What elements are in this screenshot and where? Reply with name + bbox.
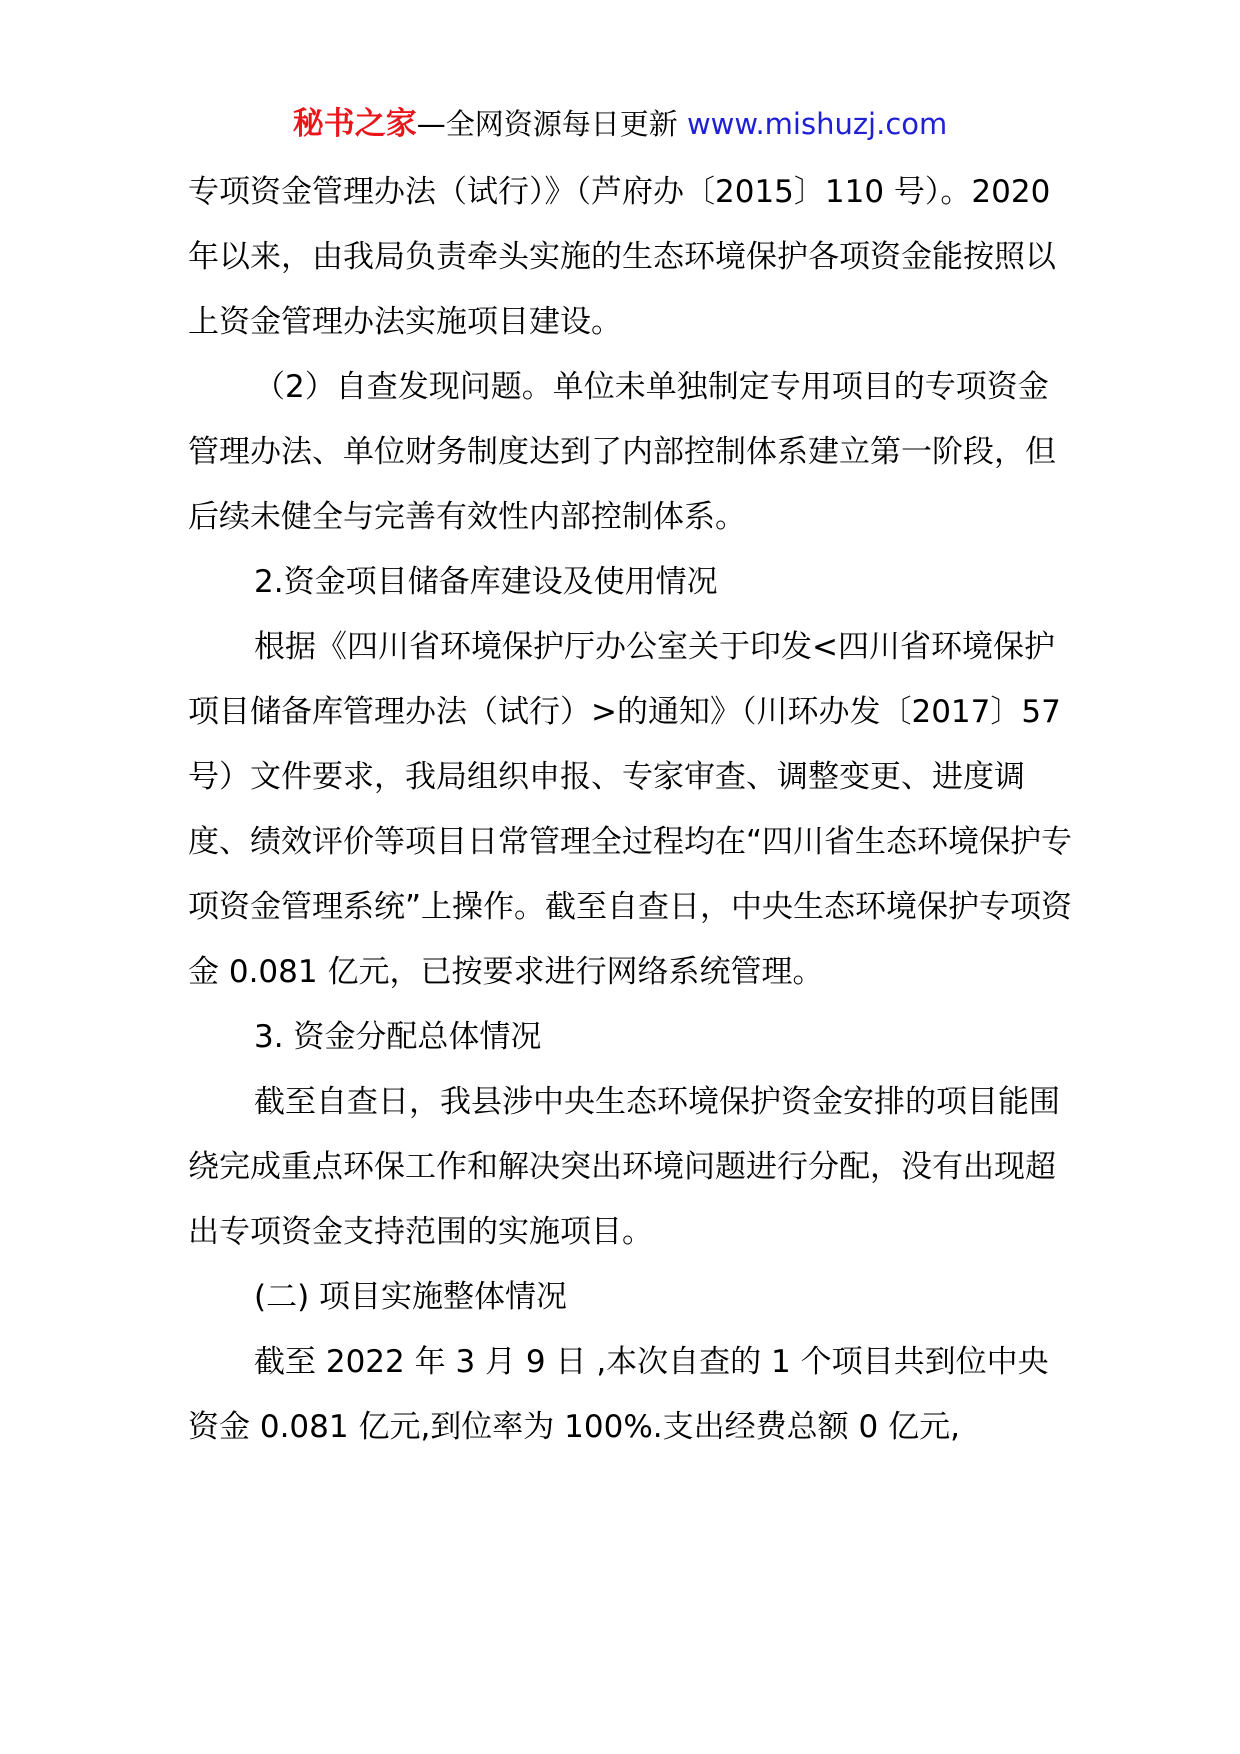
paragraph-4: 截至自查日，我县涉中央生态环境保护资金安排的项目能围绕完成重点环保工作和解决突出环境问题进行分配，没有出现超出专项资金支持范围的实施项目。 — [188, 1084, 1060, 1250]
site-brand: 秘书之家 — [292, 106, 417, 142]
section-heading-3: 3. 资金分配总体情况 — [254, 1019, 542, 1055]
paragraph-5: 截至 2022 年 3 月 9 日 ,本次自查的 1 个项目共到位中央资金 0.081 亿元,到位率为 100%.支出经费总额 0 亿元, — [188, 1344, 1049, 1445]
paragraph-1: 专项资金管理办法（试行）》（芦府办〔2015〕110 号）。2020 年以来，由我局负责牵头实施的生态环境保护各项资金能按照以上资金管理办法实施项目建设。 — [188, 174, 1056, 340]
site-header — [0, 102, 1240, 146]
paragraph-3: 根据《四川省环境保护厅办公室关于印发<四川省环境保护项目储备库管理办法（试行）>的通知》（川环办发〔2017〕57 号）文件要求，我局组织申报、专家审查、调整变更、进度调度、绩效评价等项目日常管理全过程均在“四川省生态环境保护专项资金管理系统”上操作。截至自查日，中央生态环境保护专项资金 0.081 亿元，已按要求进行网络系统管理。 — [188, 629, 1073, 990]
section-heading-ii: (二) 项目实施整体情况 — [254, 1279, 568, 1315]
paragraph-2: （2）自查发现问题。单位未单独制定专用项目的专项资金管理办法、单位财务制度达到了内部控制体系建立第一阶段，但后续未健全与完善有效性内部控制体系。 — [188, 369, 1056, 535]
section-heading-2: 2.资金项目储备库建设及使用情况 — [254, 564, 718, 600]
site-url-link[interactable]: www.mishuzj.com — [686, 107, 948, 141]
site-tagline: —全网资源每日更新 — [416, 107, 678, 141]
document-body — [188, 160, 1078, 1460]
